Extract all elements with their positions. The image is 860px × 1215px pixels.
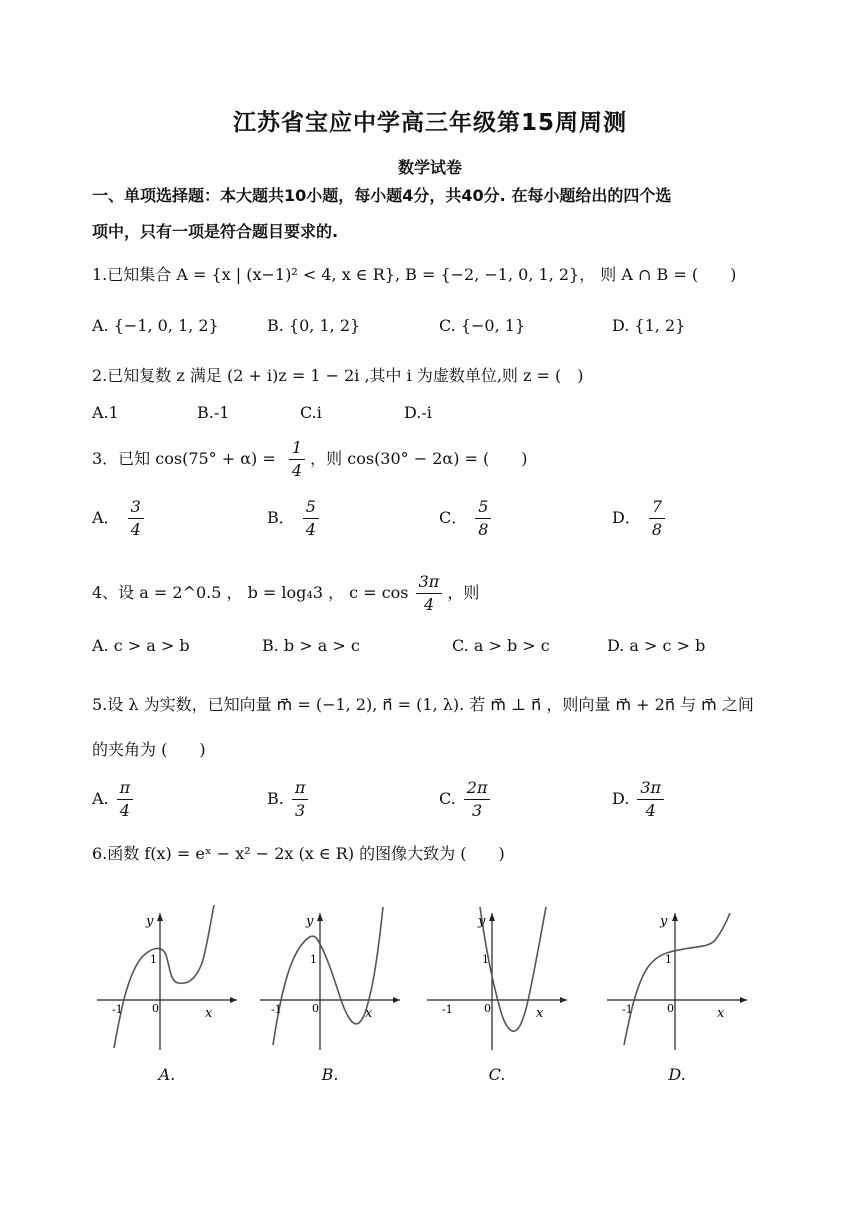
- question-6-stem: 6.函数 f(x) = eˣ − x² − 2x (x ∈ R) 的图像大致为 ( ): [92, 844, 505, 863]
- question-2-options: [92, 403, 782, 443]
- q3-option-a-den: 4: [130, 520, 141, 539]
- graph-d-curve: [624, 913, 730, 1045]
- q3-option-d-den: 8: [651, 520, 663, 539]
- graph-a-origin: 0: [152, 1002, 159, 1015]
- graph-b-y-arrow: [317, 913, 323, 921]
- graph-b-caption: B.: [321, 1065, 339, 1084]
- q4-stem-frac-den: 4: [423, 595, 435, 614]
- graph-d-origin: 0: [667, 1002, 674, 1015]
- q3-option-b-num: 5: [303, 497, 319, 519]
- graph-d-caption: D.: [668, 1065, 686, 1084]
- q4-option-b: B. b > a > c: [262, 636, 360, 655]
- page-title: 江苏省宝应中学高三年级第15周周测: [232, 110, 627, 136]
- q3-option-c-den: 8: [478, 520, 489, 539]
- question-4-stem: [92, 572, 782, 615]
- q5-option-b-label: B.: [267, 789, 284, 808]
- q3-option-c: [439, 497, 491, 540]
- q5-option-a-num: π: [117, 778, 134, 800]
- q5-option-a-label: A.: [92, 789, 109, 808]
- graph-c-caption: C.: [488, 1065, 506, 1084]
- graph-c-origin: 0: [484, 1002, 491, 1015]
- graph-c-y-label: y: [478, 914, 486, 929]
- question-2-stem: 2.已知复数 z 满足 (2 + i)z = 1 − 2i ,其中 i 为虚数单位,则 z = ( ): [92, 366, 584, 385]
- graph-b-curve: [273, 907, 383, 1045]
- graph-b-tick-neg1: -1: [271, 1003, 282, 1016]
- q3-option-c-label: C．: [439, 508, 468, 527]
- page-subtitle: 数学试卷: [397, 158, 462, 177]
- q3-option-a-num: 3: [128, 497, 144, 519]
- q1-option-c: C. {−0, 1}: [439, 316, 526, 335]
- q3-option-a-label: A．: [92, 508, 120, 527]
- graph-c-tick-1: 1: [482, 953, 489, 966]
- q4-stem-part-b: ，则: [447, 583, 480, 602]
- graph-a-curve: [114, 905, 214, 1048]
- graph-a-y-arrow: [157, 913, 163, 921]
- q3-stem-fraction: [289, 438, 305, 481]
- q5-option-c: [439, 778, 490, 821]
- question-1-options: [92, 316, 782, 356]
- q4-option-d: D. a > c > b: [607, 636, 706, 655]
- q3-option-d-label: D．: [612, 508, 641, 527]
- q5-option-b-den: 3: [295, 801, 306, 820]
- q5-option-d: [612, 778, 664, 821]
- q2-option-c: C.i: [300, 403, 322, 422]
- question-4-options: [92, 636, 782, 676]
- graph-a-x-label: x: [205, 1006, 213, 1021]
- graph-d-tick-1: 1: [665, 953, 672, 966]
- q5-option-a: [92, 778, 133, 821]
- q3-option-a: [92, 497, 144, 540]
- q5-option-c-num: 2π: [464, 778, 491, 800]
- q5-option-c-label: C.: [439, 789, 456, 808]
- q3-option-d-num: 7: [649, 497, 665, 519]
- q3-option-b: [267, 497, 319, 540]
- q4-stem-fraction: [416, 572, 443, 615]
- q5-option-d-label: D.: [612, 789, 630, 808]
- q5-option-b: [267, 778, 308, 821]
- q5-option-d-num: 3π: [637, 778, 664, 800]
- question-3-stem: [92, 438, 782, 481]
- graph-a-x-arrow: [230, 997, 237, 1003]
- question-5-options: [92, 778, 782, 828]
- graph-a-caption: A.: [158, 1065, 176, 1084]
- graph-b-x-arrow: [393, 997, 400, 1003]
- graph-d-y-arrow: [672, 913, 678, 921]
- graph-d-x-label: x: [717, 1006, 725, 1021]
- q5-option-d-den: 4: [645, 801, 656, 820]
- graph-b-tick-1: 1: [310, 953, 317, 966]
- graph-a-tick-neg1: -1: [112, 1003, 123, 1016]
- graph-a-y-label: y: [146, 914, 154, 929]
- graph-a: [92, 905, 242, 1055]
- section-heading-line2: 项中，只有一项是符合题目要求的.: [92, 222, 339, 241]
- graph-c-tick-neg1: -1: [442, 1003, 453, 1016]
- q3-option-d: [612, 497, 665, 540]
- q3-stem-part-a: 3．已知 cos(75° + α) =: [92, 449, 276, 468]
- q3-option-b-den: 4: [305, 520, 316, 539]
- graph-c-y-arrow: [489, 913, 495, 921]
- q5-option-c-den: 3: [472, 801, 483, 820]
- graph-b: [255, 905, 405, 1055]
- question-3-options: [92, 497, 782, 547]
- q4-stem-part-a: 4、设 a = 2^0.5 ， b = log₄3 ， c = cos: [92, 583, 409, 602]
- graph-d: [602, 905, 752, 1055]
- q3-stem-part-b: ，则 cos(30° − 2α) = ( ): [310, 449, 528, 468]
- q4-option-a: A. c > a > b: [92, 636, 190, 655]
- q2-option-d: D.-i: [404, 403, 432, 422]
- q4-stem-frac-num: 3π: [416, 572, 443, 594]
- graph-c: [422, 905, 572, 1055]
- question-5-line2: 的夹角为 ( ): [92, 740, 206, 759]
- graph-b-x-label: x: [365, 1006, 373, 1021]
- q4-option-c: C. a > b > c: [452, 636, 550, 655]
- q3-stem-frac-num: 1: [289, 438, 305, 460]
- q3-option-c-num: 5: [475, 497, 491, 519]
- q2-option-a: A.1: [92, 403, 119, 422]
- graph-d-x-arrow: [740, 997, 747, 1003]
- graph-d-y-label: y: [660, 914, 668, 929]
- q5-option-b-num: π: [292, 778, 309, 800]
- graph-b-y-label: y: [306, 914, 314, 929]
- q2-option-b: B.-1: [197, 403, 230, 422]
- section-heading-line1: 一、单项选择题：本大题共10小题，每小题4分，共40分. 在每小题给出的四个选: [92, 186, 672, 205]
- graph-c-x-label: x: [536, 1006, 544, 1021]
- graph-c-x-arrow: [560, 997, 567, 1003]
- q3-option-b-label: B．: [267, 508, 295, 527]
- q1-option-d: D. {1, 2}: [612, 316, 686, 335]
- q1-option-b: B. {0, 1, 2}: [267, 316, 361, 335]
- graph-b-origin: 0: [312, 1002, 319, 1015]
- question-1-stem: 1.已知集合 A = {x | (x−1)² < 4, x ∈ R}, B = {−2, −1, 0, 1, 2}， 则 A ∩ B = ( ): [92, 265, 737, 284]
- graph-d-tick-neg1: -1: [622, 1003, 633, 1016]
- q3-stem-frac-den: 4: [291, 461, 303, 480]
- graph-a-tick-1: 1: [150, 953, 157, 966]
- q5-option-a-den: 4: [119, 801, 130, 820]
- question-6-graphs: [92, 905, 752, 1095]
- q1-option-a: A. {−1, 0, 1, 2}: [92, 316, 219, 335]
- question-5-line1: 5.设 λ 为实数，已知向量 m⃗ = (−1, 2), n⃗ = (1, λ). 若 m⃗ ⊥ n⃗ ，则向量 m⃗ + 2n⃗ 与 m⃗ 之间: [92, 695, 754, 714]
